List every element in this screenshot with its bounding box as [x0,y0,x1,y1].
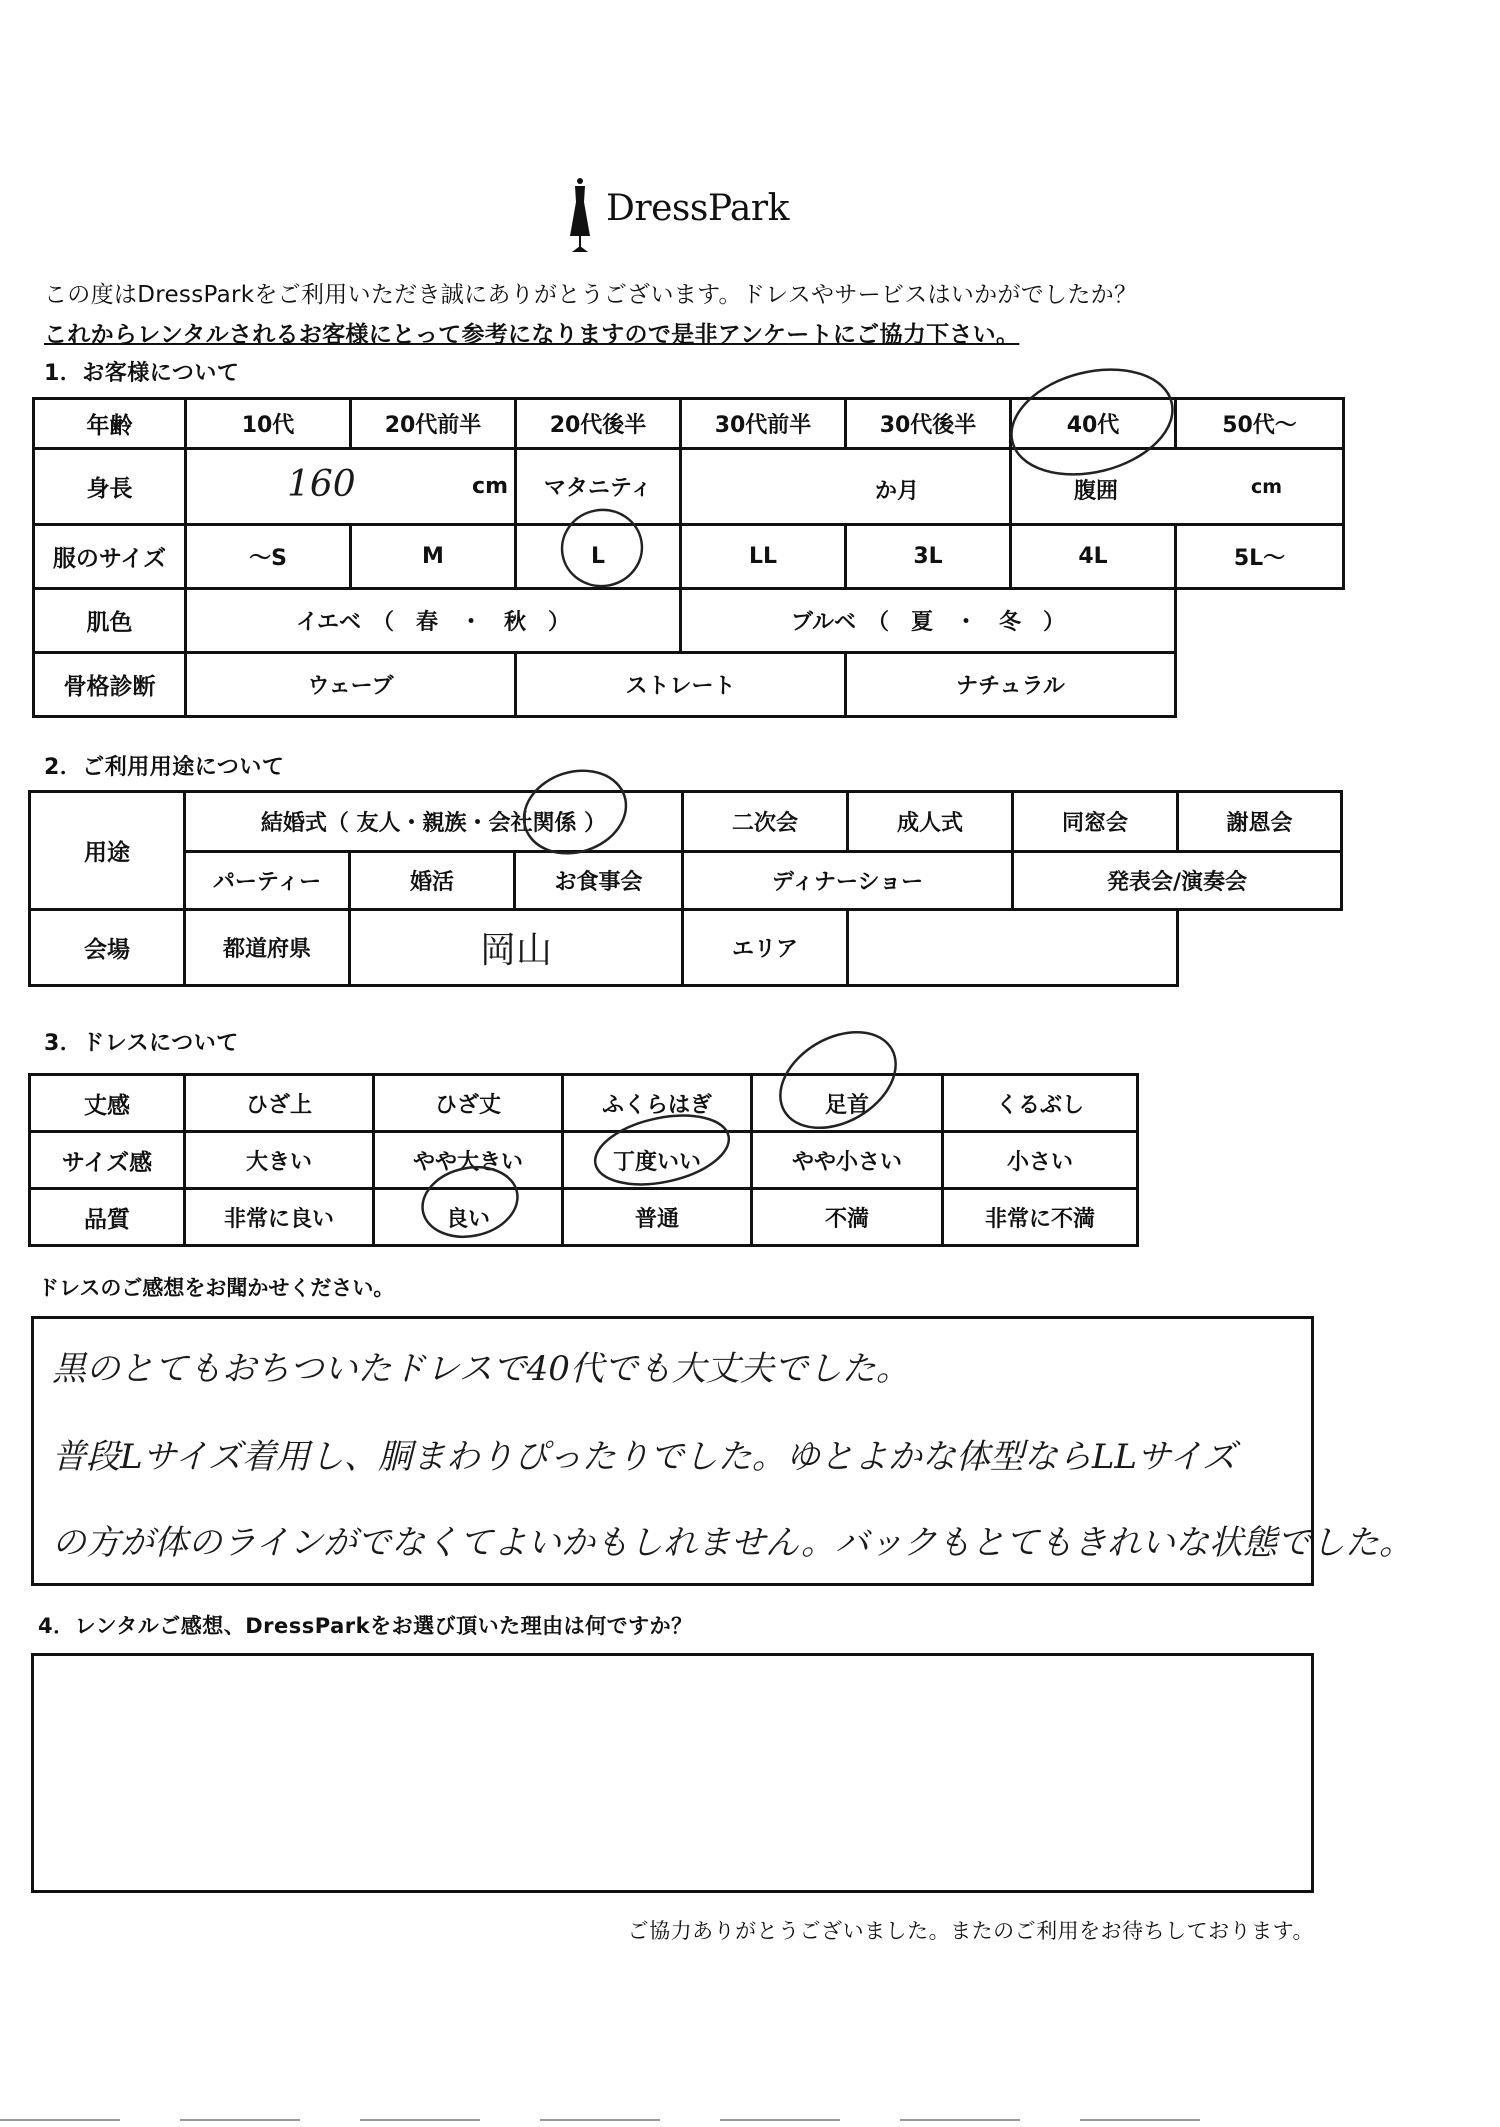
height-row [34,449,1344,525]
skin-blue-option[interactable]: ブルベ （ 夏 ・ 冬 ） [681,589,1176,653]
prefecture-field[interactable] [350,910,683,986]
length-option-selected[interactable]: 足首 [752,1075,943,1132]
impression-line: の方が体のラインがでなくてよいかもしれません。バックもとてもきれいな状態でした。 [52,1523,1414,1563]
height-field[interactable] [186,449,516,525]
rental-reason-box[interactable] [31,1653,1314,1893]
purpose-wedding-option[interactable]: 結婚式（ 友人・親族・会社関係 ） [185,792,683,852]
section3-title: 3．ドレスについて [44,1031,239,1056]
waist-field[interactable] [1011,449,1344,525]
section4-title: 4．レンタルご感想、DressParkをお選び頂いた理由は何ですか？ [38,1614,693,1638]
height-label: 身長 [34,449,186,525]
size-option[interactable]: LL [681,525,846,589]
area-label: エリア [683,910,848,986]
age-row [34,399,1344,449]
quality-option[interactable]: 不満 [752,1189,943,1246]
section1-title: 1．お客様について [44,361,240,386]
fit-option[interactable]: 大きい [185,1132,374,1189]
frame-label: 骨格診断 [34,653,186,717]
months-unit: か月 [874,479,919,504]
purpose-option[interactable]: 二次会 [683,792,848,852]
impressions-box[interactable] [31,1316,1414,1586]
size-option-selected[interactable]: L [516,525,681,589]
purpose-option[interactable]: 発表会/演奏会 [1013,852,1342,910]
prefecture-label: 都道府県 [185,910,350,986]
size-option[interactable]: 3L [846,525,1011,589]
age-option[interactable]: 10代 [186,399,351,449]
quality-row [30,1189,1138,1246]
length-option[interactable]: ふくらはぎ [563,1075,752,1132]
frame-option[interactable]: ウェーブ [186,653,516,717]
age-option[interactable]: 20代後半 [516,399,681,449]
dress-icon [560,176,600,256]
quality-option[interactable]: 非常に不満 [943,1189,1138,1246]
age-option-selected[interactable]: 40代 [1011,399,1176,449]
fit-row [30,1132,1138,1189]
skin-label: 肌色 [34,589,186,653]
skin-row [34,589,1344,653]
dress-table [28,1073,1139,1247]
intro-text: この度はDressParkをご利用いただき誠にありがとうございます。ドレスやサービスはいかがでしたか？ [44,282,1138,308]
logo-text: DressPark [606,188,789,229]
intro-request: これからレンタルされるお客様にとって参考になりますので是非アンケートにご協力下さい。 [44,322,1020,348]
quality-option[interactable]: 普通 [563,1189,752,1246]
prefecture-value: 岡山 [479,930,552,971]
purpose-option[interactable]: 婚活 [350,852,515,910]
size-option[interactable]: 〜S [186,525,351,589]
quality-option[interactable]: 非常に良い [185,1189,374,1246]
height-value: 160 [287,464,356,505]
frame-option[interactable]: ナチュラル [846,653,1176,717]
fit-option[interactable]: やや小さい [752,1132,943,1189]
purpose-option[interactable]: パーティー [185,852,350,910]
section2-title: 2．ご利用用途について [44,755,285,780]
venue-label: 会場 [30,910,185,986]
purpose-option[interactable]: 謝恩会 [1178,792,1342,852]
size-row [34,525,1344,589]
quality-label: 品質 [30,1189,185,1246]
purpose-option[interactable]: お食事会 [515,852,683,910]
frame-option[interactable]: ストレート [516,653,846,717]
purpose-table [28,790,1343,987]
customer-table [32,397,1345,718]
impression-line: 黒のとてもおちついたドレスで40代でも大丈夫でした。 [52,1349,910,1389]
purpose-option[interactable]: ディナーショー [683,852,1013,910]
waist-label: 腹囲 [1074,479,1119,504]
fit-label: サイズ感 [30,1132,185,1189]
length-option[interactable]: ひざ上 [185,1075,374,1132]
length-option[interactable]: くるぶし [943,1075,1138,1132]
length-option[interactable]: ひざ丈 [374,1075,563,1132]
age-label: 年齢 [34,399,186,449]
fit-option[interactable]: 小さい [943,1132,1138,1189]
impressions-title: ドレスのご感想をお聞かせください。 [38,1276,395,1300]
age-option[interactable]: 30代後半 [846,399,1011,449]
dresspark-logo [560,176,800,256]
skin-yellow-option[interactable]: イエベ （ 春 ・ 秋 ） [186,589,681,653]
purpose-row-1 [30,792,1342,852]
maternity-field[interactable] [681,449,1011,525]
purpose-label: 用途 [30,792,185,910]
age-option[interactable]: 50代〜 [1176,399,1344,449]
fit-option[interactable]: やや大きい [374,1132,563,1189]
maternity-label: マタニティ [516,449,681,525]
size-option[interactable]: 4L [1011,525,1176,589]
frame-row [34,653,1344,717]
age-option[interactable]: 20代前半 [351,399,516,449]
area-field[interactable] [848,910,1178,986]
size-label: 服のサイズ [34,525,186,589]
size-option[interactable]: M [351,525,516,589]
impression-line: 普段Lサイズ着用し、胴まわりぴったりでした。ゆとよかな体型ならLLサイズ [52,1437,1237,1477]
purpose-option[interactable]: 成人式 [848,792,1013,852]
age-option[interactable]: 30代前半 [681,399,846,449]
size-option[interactable]: 5L〜 [1176,525,1344,589]
length-row [30,1075,1138,1132]
length-label: 丈感 [30,1075,185,1132]
purpose-row-2 [30,852,1342,910]
height-unit: cm [472,474,508,499]
quality-option-selected[interactable]: 良い [374,1189,563,1246]
purpose-option[interactable]: 同窓会 [1013,792,1178,852]
venue-row [30,910,1342,986]
footer-thanks: ご協力ありがとうございました。またのご利用をお待ちしております。 [627,1919,1314,1943]
waist-unit: cm [1250,476,1282,498]
fit-option-selected[interactable]: 丁度いい [563,1132,752,1189]
